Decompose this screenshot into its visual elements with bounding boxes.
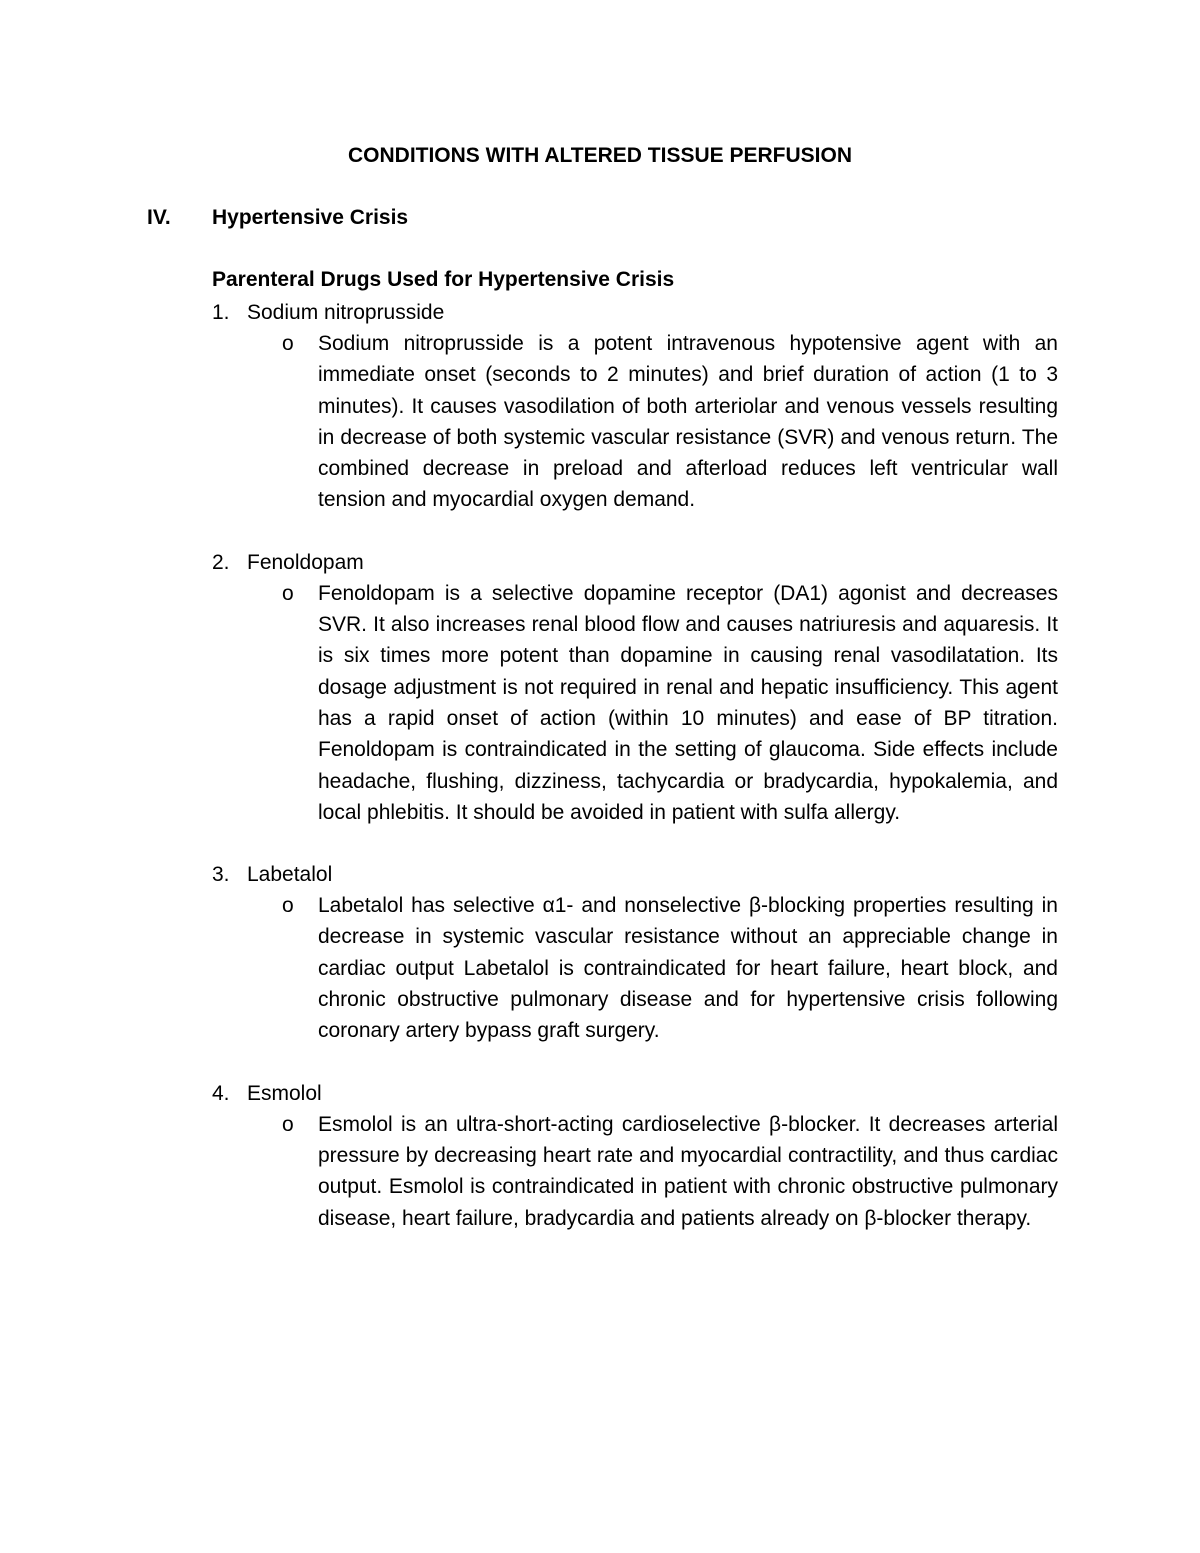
drug-description: Fenoldopam is a selective dopamine receptor (DA1) agonist and decreases SVR. It also increases renal blood flow and causes natriuresis and aquaresis. It is six times more potent than dopamine in causing renal vasodilatation. Its dosage adjustment is not required in renal and hepatic insufficiency. This agent has a rapid onset of action (within 10 minutes) and ease of BP titration. Fenoldopam is contraindicated in the setting of glaucoma. Side effects include headache, flushing, dizziness, tachycardia or bradycardia, hypokalemia, and local phlebitis. It should be avoided in patient with sulfa allergy. <box>318 581 1058 824</box>
drug-name-line <box>212 1078 1058 1109</box>
drug-name-line <box>212 859 1058 890</box>
drug-item-fenoldopam <box>212 547 1058 828</box>
drug-number: 3. <box>212 863 230 887</box>
drug-name-line <box>212 297 1058 328</box>
drug-list <box>212 297 1058 1265</box>
document-title: CONDITIONS WITH ALTERED TISSUE PERFUSION <box>347 144 852 167</box>
drug-item-sodium-nitroprusside <box>212 297 1058 516</box>
drug-description: Esmolol is an ultra-short-acting cardioselective β-blocker. It decreases arterial pressure by decreasing heart rate and myocardial contractility, and thus cardiac output. Esmolol is contraindicated in patient with chronic obstructive pulmonary disease, heart failure, bradycardia and patients already on β-blocker therapy. <box>318 1112 1058 1230</box>
section-number: IV. <box>147 206 171 229</box>
drug-name: Fenoldopam <box>247 550 364 574</box>
bullet-icon: o <box>282 894 294 918</box>
section-title: Hypertensive Crisis <box>212 206 409 229</box>
bullet-icon: o <box>282 332 294 355</box>
drug-number: 2. <box>212 550 230 574</box>
drug-description: Sodium nitroprusside is a potent intravenous hypotensive agent with an immediate onset (seconds to 2 minutes) and brief duration of action (1 to 3 minutes). It causes vasodilation of both arteriolar and venous vessels resulting in decrease of both systemic vascular resistance (SVR) and venous return. The combined decrease in preload and afterload reduces left ventricular wall tension and myocardial oxygen demand. <box>318 332 1058 512</box>
bullet-icon: o <box>282 1112 294 1136</box>
drug-description-block <box>212 578 1058 828</box>
drug-number: 4. <box>212 1081 230 1105</box>
drug-name: Esmolol <box>247 1081 322 1105</box>
drug-name: Sodium nitroprusside <box>247 301 445 324</box>
bullet-icon: o <box>282 581 294 605</box>
drug-item-esmolol <box>212 1078 1058 1234</box>
drug-number: 1. <box>212 301 230 324</box>
drug-name-line <box>212 547 1058 578</box>
drug-description-block <box>212 1109 1058 1234</box>
drug-description-block <box>212 890 1058 1046</box>
drug-name: Labetalol <box>247 863 333 887</box>
drug-description-block <box>212 328 1058 516</box>
drug-item-labetalol <box>212 859 1058 1046</box>
drug-description: Labetalol has selective α1- and nonselective β-blocking properties resulting in decrease in systemic vascular resistance without an appreciable change in cardiac output Labetalol is contraindicated for heart failure, heart block, and chronic obstructive pulmonary disease and for hypertensive crisis following coronary artery bypass graft surgery. <box>318 894 1058 1043</box>
drugs-subheading: Parenteral Drugs Used for Hypertensive Crisis <box>212 268 675 291</box>
section-heading <box>147 203 408 233</box>
